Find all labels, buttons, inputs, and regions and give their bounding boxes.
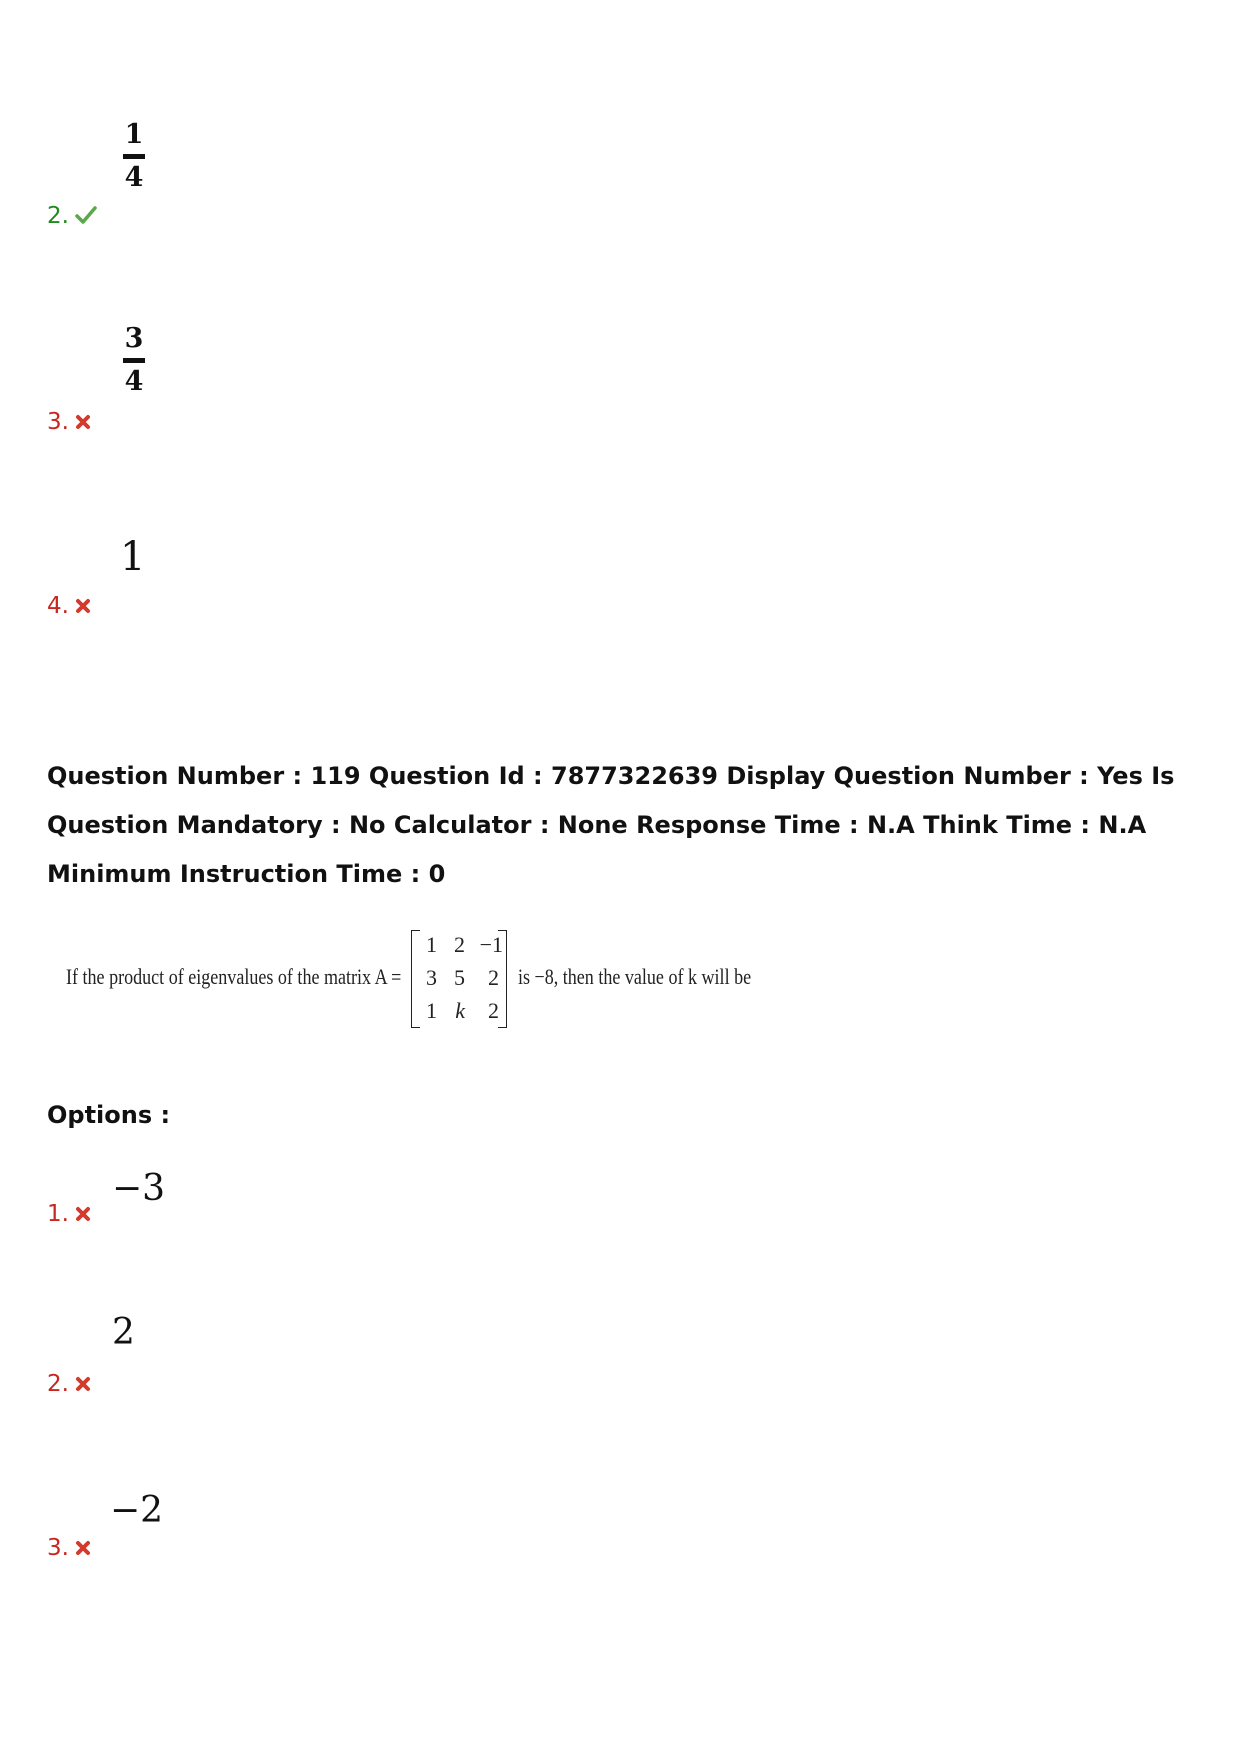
question-text-after: is −8, then the value of k will be [518, 964, 752, 989]
option-value: −2 [110, 1490, 164, 1531]
matrix-cell: 5 [454, 965, 465, 990]
matrix-cell: 1 [426, 932, 437, 957]
cross-icon [75, 593, 91, 621]
matrix-cell: 1 [426, 998, 437, 1023]
option-value: 1 [120, 534, 146, 580]
option-number [47, 1370, 91, 1399]
option-value [123, 324, 145, 397]
option-value: 2 [112, 1312, 135, 1353]
option-number-label: 4. [47, 593, 69, 619]
option-number-label: 2. [47, 1371, 69, 1397]
option-value: −3 [112, 1168, 166, 1209]
option-number-label: 1. [47, 1201, 69, 1227]
option-number-label: 2. [47, 203, 69, 229]
question-header: Question Number : 119 Question Id : 7877322639 Display Question Number : Yes Is Question Mandatory : No Calculator : None Response Time : N.A Think Time : N.A Minimum Instruction Time : 0 [47, 762, 1175, 888]
option-number-label: 3. [47, 409, 69, 435]
option-number [47, 592, 91, 621]
options-label: Options : [47, 1101, 171, 1129]
matrix-cell: 2 [454, 932, 465, 957]
option-number [47, 1534, 91, 1563]
cross-icon [75, 1371, 91, 1399]
question-text-before: If the product of eigenvalues of the matrix A = [66, 964, 402, 989]
matrix-cell: k [455, 998, 465, 1023]
fraction-numerator: 3 [124, 323, 144, 354]
fraction-denominator: 4 [124, 162, 144, 193]
cross-icon [75, 1535, 91, 1563]
fraction-denominator: 4 [124, 366, 144, 397]
cross-icon [75, 409, 91, 437]
matrix-cell: 3 [426, 965, 437, 990]
cross-icon [75, 1201, 91, 1229]
fraction-numerator: 1 [124, 119, 144, 150]
option-number [47, 408, 91, 437]
option-value [123, 120, 145, 193]
matrix-cell: −1 [479, 932, 503, 957]
option-number-label: 3. [47, 1535, 69, 1561]
option-number [47, 1200, 91, 1229]
option-number [47, 202, 97, 231]
question-text [66, 928, 786, 1028]
checkmark-icon [75, 203, 97, 231]
matrix [411, 928, 507, 1028]
matrix-cell: 2 [488, 998, 499, 1023]
matrix-cell: 2 [488, 965, 499, 990]
